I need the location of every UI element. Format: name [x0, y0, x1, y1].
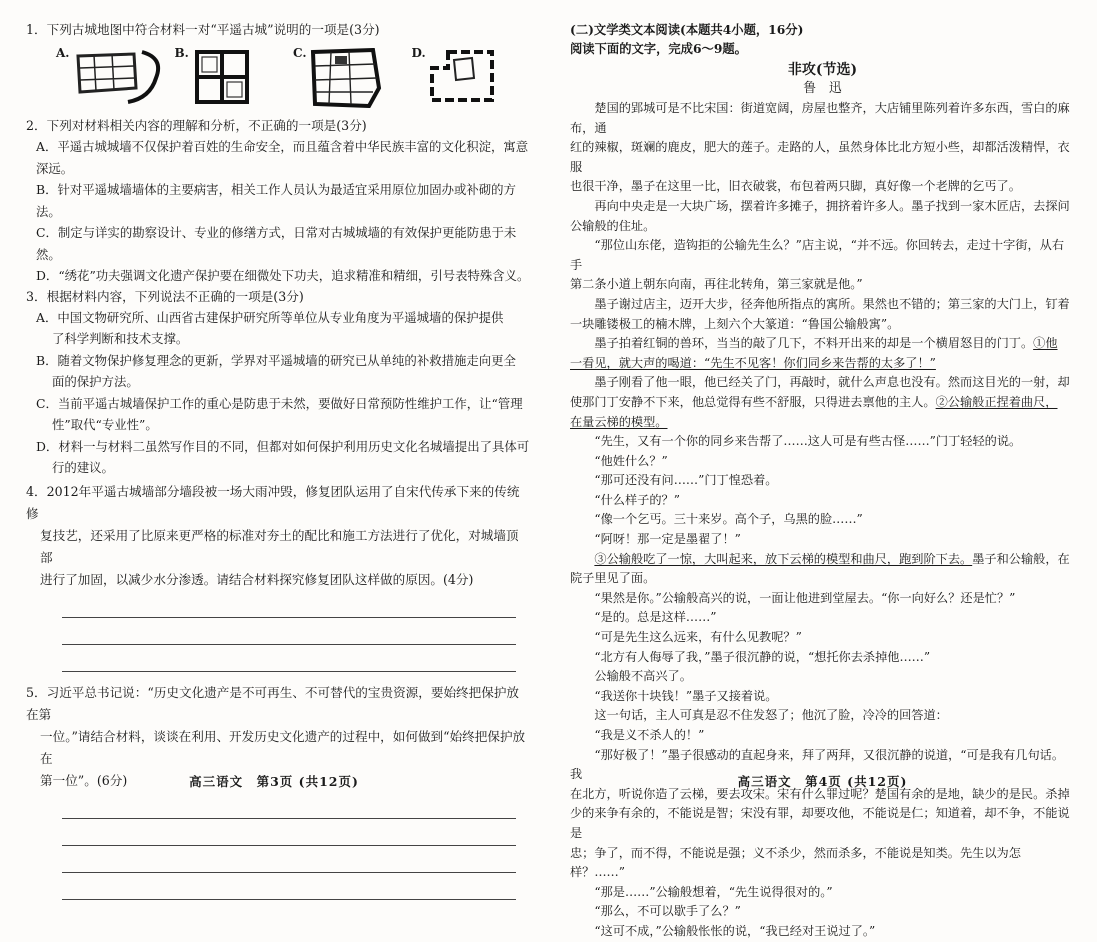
q2-option-d: D．“绣花”功夫强调文化遗产保护要在细微处下功夫，追求精准和精细，引号表特殊含义。	[36, 268, 530, 283]
right-page-footer: 高三语文 第4页 (共12页)	[737, 774, 908, 789]
q3-option-b-cont: 面的保护方法。	[52, 374, 139, 389]
q3-stem: 3．根据材料内容，下列说法不正确的一项是(3分)	[26, 288, 304, 304]
passage-line: 墨子刚看了他一眼，他已经关了门，再敲时，就什么声息也没有。然而这目光的一射，却	[594, 375, 1070, 390]
q4-block	[26, 481, 530, 591]
passage-line: “那位山东佬，造钩拒的公输先生么？”店主说，“并不远。你回转去，走过十字街，从右手	[570, 238, 1065, 272]
q3-option-c: C．当前平遥古城墙保护工作的重心是防患于未然，要做好日常预防性维护工作，让“管理	[36, 395, 523, 411]
q4-line: 4．2012年平遥古城墙部分墙段被一场大雨冲毁，修复团队运用了自宋代传承下来的传统修	[26, 483, 520, 521]
q4-answer-line[interactable]	[62, 591, 516, 618]
q3-option-c-cont: 性”取代“专业性”。	[52, 417, 158, 432]
passage-line: 墨子谢过店主，迈开大步，径奔他所指点的寓所。果然也不错的；第三家的大门上，钉着	[594, 296, 1070, 311]
underlined-sentence-1: ①他	[1033, 336, 1058, 351]
map-a-image	[72, 48, 172, 104]
q3-option-d-cont: 行的建议。	[52, 460, 114, 475]
q3-option-d: D．材料一与材料二虽然写作目的不同，但都对如何保护利用历史文化名城墙提出了具体可	[36, 438, 530, 454]
passage-line: 院子里见了面。	[570, 571, 656, 586]
map-option-d	[412, 46, 531, 110]
map-option-a	[56, 46, 175, 110]
passage-title: 非攻(节选)	[787, 62, 858, 78]
q5-line: 一位。”请结合材料，谈谈在利用、开发历史文化遗产的过程中，如何做到“始终把保护放在	[40, 728, 526, 766]
reading-instruction: 阅读下面的文字，完成6～9题。	[570, 41, 747, 56]
passage-line: 红的辣椒，斑斓的鹿皮，肥大的莲子。走路的人，虽然身体比北方短小些，却都活泼精悍，衣服	[570, 140, 1070, 174]
left-page-footer: 高三语文 第3页 (共12页)	[189, 774, 359, 789]
passage-line: “什么样子的？”	[594, 492, 680, 507]
passage-line: “那么，不可以歇手了么？”	[594, 904, 741, 919]
passage-line: “他姓什么？”	[594, 453, 668, 468]
map-c-image	[309, 48, 389, 108]
q2-option-c: C．制定与详实的勘察设计、专业的修缮方式，日常对古城城墙的有效保护更能防患于未然。	[36, 225, 517, 262]
underlined-sentence-2-cont: 在量云梯的模型。	[570, 414, 668, 429]
passage-line: 忠；争了，而不得，不能说是强；义不杀少，然而杀多，不能说是知类。先生以为怎样？……”	[570, 845, 1021, 880]
passage-line: 一块雕镂极工的楠木牌，上刻六个大篆道：“鲁国公输般寓”。	[570, 316, 900, 331]
map-label: B.	[174, 46, 189, 60]
passage-line: “那是……”公输般想着，“先生说得很对的。”	[594, 884, 833, 899]
underlined-sentence-2: ②公输般正捏着曲尺，	[935, 394, 1058, 409]
section-heading: (二)文学类文本阅读(本题共4小题，16分)	[570, 22, 804, 37]
passage-line: “那好极了！”墨子很感动的直起身来，拜了两拜，又很沉静的说道，“可是我有几句话。我	[570, 747, 1065, 782]
map-option-b	[175, 46, 294, 110]
q4-answer-line[interactable]	[62, 645, 516, 672]
passage-line: “这可不成，”公输般怅怅的说，“我已经对王说过了。”	[594, 923, 876, 938]
q4-answer-line[interactable]	[62, 618, 516, 645]
left-page	[0, 0, 548, 800]
map-label: A.	[56, 46, 70, 60]
map-b-image	[191, 48, 261, 104]
q1-stem: 1．下列古城地图中符合材料一对“平遥古城”说明的一项是(3分)	[26, 22, 380, 37]
q5-answer-line[interactable]	[62, 792, 516, 819]
passage-text: 墨子和公输般，在	[972, 551, 1070, 566]
q3-option-b: B．随着文物保护修复理念的更新，学界对平遥城墙的研究已从单纯的补救措施走向更全	[36, 352, 516, 368]
q3-option-a-cont: 了科学判断和技术支撑。	[52, 331, 189, 346]
q2-option-a: A．平遥古城城墙不仅保护着百姓的生命安全，而且蕴含着中华民族丰富的文化积淀，寓意深远。	[36, 139, 529, 176]
q5-line: 第一位”。(6分)	[40, 772, 128, 788]
passage-line: 再向中央走是一大块广场，摆着许多摊子，拥挤着许多人。墨子找到一家木匠店，去探问	[594, 198, 1070, 213]
q5-line: 5．习近平总书记说：“历史文化遗产是不可再生、不可替代的宝贵资源，要始终把保护放在第	[26, 684, 520, 722]
passage-line: “先生，又有一个你的同乡来告帮了……这人可是有些古怪……”门丁轻轻的说。	[594, 434, 1022, 449]
passage-line: 在北方，听说你造了云梯，要去攻宋。宋有什么罪过呢？楚国有余的是地，缺少的是民。杀掉	[570, 786, 1070, 801]
q5-answer-line[interactable]	[62, 819, 516, 846]
passage-line: 公输般不高兴了。	[594, 669, 692, 684]
passage-line: “可是先生这么远来，有什么见教呢？”	[594, 630, 802, 645]
passage-line	[570, 393, 1075, 413]
q5-answer-line[interactable]	[62, 873, 516, 900]
q3-option-a: A．中国文物研究所、山西省古建保护研究所等单位从专业角度为平遥城墙的保护提供	[36, 309, 504, 325]
underlined-sentence-1-cont: 一看见，就大声的喝道：“先生不见客！你们同乡来告帮的太多了！”	[570, 355, 936, 370]
passage-line: “我是义不杀人的！”	[594, 728, 705, 742]
q4-line: 复技艺，还采用了比原来更严格的标准对夯土的配比和施工方法进行了优化，对城墙顶部	[40, 527, 519, 565]
q2-option-b: B．针对平遥城墙墙体的主要病害，相关工作人员认为最适宜采用原位加固办或补砌的方法。	[36, 182, 516, 219]
passage-text: 使那门丁安静不下来，他总觉得有些不舒服，只得进去禀他的主人。	[570, 394, 936, 409]
q1-map-options	[56, 46, 530, 110]
map-option-c	[293, 46, 412, 110]
underlined-sentence-3: ③公输般吃了一惊，大叫起来，放下云梯的模型和曲尺，跑到阶下去。	[594, 551, 973, 566]
passage-author: 鲁 迅	[803, 81, 842, 96]
map-d-image	[428, 48, 508, 108]
q2-stem: 2．下列对材料相关内容的理解和分析，不正确的一项是(3分)	[26, 118, 367, 133]
passage-line: “果然是你。”公输般高兴的说，一面让他进到堂屋去。“你一向好么？还是忙？”	[594, 590, 1016, 605]
passage-line: 公输般的住址。	[570, 218, 656, 233]
passage-line: “北方有人侮辱了我，”墨子很沉静的说，“想托你去杀掉他……”	[594, 649, 931, 664]
map-label: C.	[293, 46, 307, 60]
passage-line	[570, 354, 1075, 374]
right-page	[548, 0, 1097, 938]
passage-line: 楚国的郢城可是不比宋国：街道宽阔，房屋也整齐，大店铺里陈列着许多东西，雪白的麻布，通	[570, 101, 1070, 135]
passage-line: “是的。总是这样……”	[594, 610, 717, 625]
passage-line: “我送你十块钱！”墨子又接着说。	[594, 688, 778, 703]
q4-line: 进行了加固，以减少水分渗透。请结合材料探究修复团队这样做的原因。(4分)	[40, 571, 474, 587]
passage-text: 墨子拍着红铜的兽环，当当的敲了几下，不料开出来的却是一个横眉怒目的门丁。	[594, 336, 1034, 351]
passage-line: “阿呀！那一定是墨翟了！”	[594, 532, 741, 547]
passage-line: 也很干净，墨子在这里一比，旧衣破裳，布包着两只脚，真好像一个老牌的乞丐了。	[570, 179, 1021, 194]
passage-line	[570, 334, 1075, 354]
passage-line: 第二条小道上朝东向南，再往北转角，第三家就是他。”	[570, 277, 863, 292]
passage-line: “像一个乞丐。三十来岁。高个子，乌黑的脸……”	[594, 512, 863, 527]
passage-line	[570, 413, 1075, 433]
map-label: D.	[411, 46, 426, 60]
passage-line	[570, 550, 1075, 570]
passage-line: “那可还没有问……”门丁惶恐着。	[594, 473, 778, 488]
q5-answer-line[interactable]	[62, 846, 516, 873]
passage-line: 这一句话，主人可真是忍不住发怒了；他沉了脸，冷冷的回答道：	[594, 708, 948, 723]
passage-line: 少的来争有余的，不能说是智；宋没有罪，却要攻他，不能说是仁；知道着，却不争，不能说是	[570, 806, 1070, 840]
